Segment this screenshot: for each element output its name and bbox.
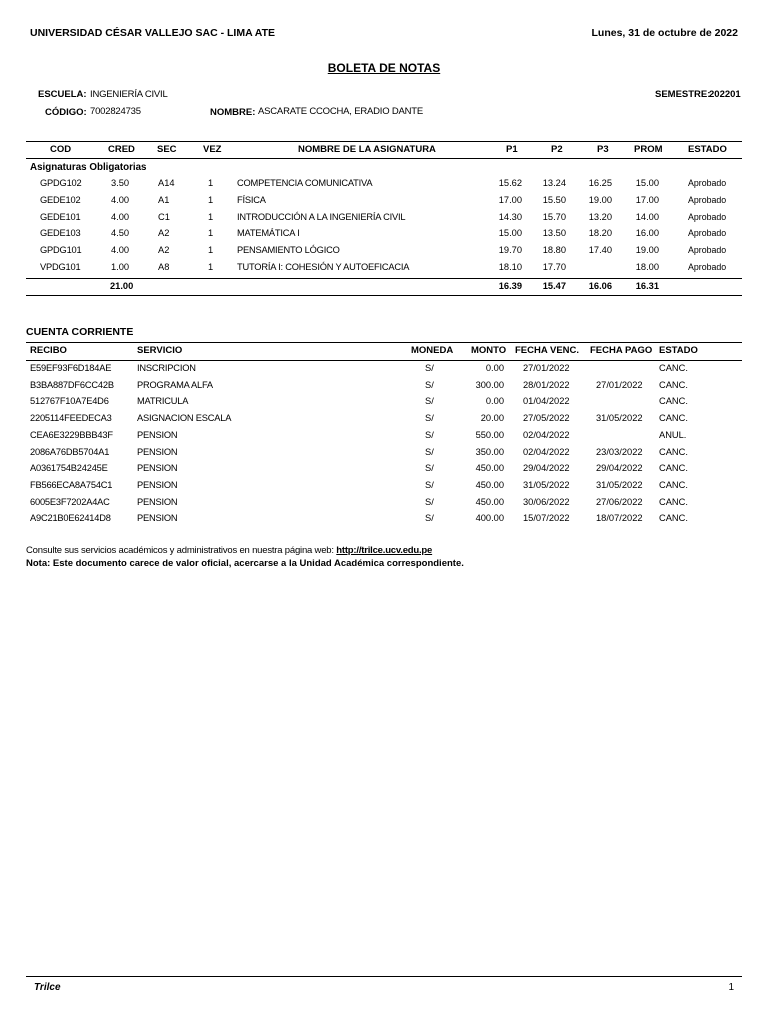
cell-monto: 0.00 bbox=[485, 396, 504, 407]
cell-cred: 4.00 bbox=[111, 211, 130, 222]
cell-p2: 15.50 bbox=[542, 194, 566, 205]
grades-header-rule bbox=[26, 158, 742, 159]
total-prom: 16.31 bbox=[635, 281, 659, 291]
cell-servicio: PENSION bbox=[137, 496, 178, 507]
cell-fecha-venc: 29/04/2022 bbox=[523, 463, 570, 474]
col-servicio: SERVICIO bbox=[137, 345, 183, 356]
cell-servicio: PENSION bbox=[137, 463, 178, 474]
cell-p1: 15.00 bbox=[498, 228, 522, 239]
cell-monto: 550.00 bbox=[475, 429, 504, 440]
semestre-label: SEMESTRE: bbox=[655, 89, 711, 100]
cell-sec: A2 bbox=[158, 245, 170, 256]
list-item bbox=[0, 477, 768, 494]
codigo-label: CÓDIGO: bbox=[45, 107, 87, 118]
account-header-row bbox=[0, 342, 768, 359]
cell-fecha-venc: 31/05/2022 bbox=[523, 479, 570, 490]
cell-cod: GEDE101 bbox=[40, 211, 81, 222]
list-item bbox=[0, 360, 768, 377]
page-number: 1 bbox=[728, 982, 734, 993]
cell-sec: C1 bbox=[158, 211, 170, 222]
cell-cod: GEDE102 bbox=[40, 194, 81, 205]
cell-estado: CANC. bbox=[659, 479, 688, 490]
cell-fecha-pago: 27/01/2022 bbox=[596, 379, 643, 390]
cell-p3: 19.00 bbox=[588, 194, 612, 205]
consult-note bbox=[26, 545, 432, 556]
cell-moneda: S/ bbox=[425, 396, 434, 407]
cell-fecha-pago: 23/03/2022 bbox=[596, 446, 643, 457]
cell-fecha-pago: 31/05/2022 bbox=[596, 479, 643, 490]
cell-asignatura: TUTORÍA I: COHESIÓN Y AUTOEFICACIA bbox=[237, 262, 410, 272]
cell-cred: 4.50 bbox=[111, 228, 130, 239]
list-item bbox=[0, 444, 768, 461]
cell-servicio: ASIGNACION ESCALA bbox=[137, 413, 232, 424]
col-prom: PROM bbox=[634, 144, 663, 155]
cell-prom: 18.00 bbox=[635, 262, 659, 272]
cell-prom: 15.00 bbox=[635, 178, 659, 188]
cell-fecha-venc: 30/06/2022 bbox=[523, 496, 570, 507]
cell-recibo: E59EF93F6D184AE bbox=[30, 363, 112, 373]
cell-p2: 15.70 bbox=[542, 211, 566, 222]
cell-recibo: B3BA887DF6CC42B bbox=[30, 379, 114, 390]
list-item bbox=[0, 410, 768, 427]
cell-moneda: S/ bbox=[425, 413, 434, 424]
table-row bbox=[0, 259, 768, 276]
cell-p1: 17.00 bbox=[498, 194, 522, 205]
col-p2: P2 bbox=[551, 144, 563, 155]
cell-cod: GPDG101 bbox=[40, 245, 82, 256]
list-item bbox=[0, 510, 768, 527]
cell-estado: CANC. bbox=[659, 363, 688, 373]
col-sec: SEC bbox=[157, 144, 177, 155]
table-row bbox=[0, 209, 768, 226]
cell-fecha-pago: 27/06/2022 bbox=[596, 496, 643, 507]
cell-monto: 450.00 bbox=[475, 496, 504, 507]
cell-p2: 13.50 bbox=[542, 228, 566, 239]
nombre-value: ASCARATE CCOCHA, ERADIO DANTE bbox=[258, 106, 424, 117]
footer-brand: Trilce bbox=[34, 982, 61, 993]
cell-recibo: 512767F10A7E4D6 bbox=[30, 396, 109, 407]
cell-servicio: PENSION bbox=[137, 446, 178, 457]
cell-fecha-venc: 27/05/2022 bbox=[523, 413, 570, 424]
cell-recibo: A0361754B24245E bbox=[30, 463, 108, 474]
consult-text: Consulte sus servicios académicos y administrativos en nuestra página web: bbox=[26, 545, 337, 556]
cell-cod: GPDG102 bbox=[40, 178, 82, 188]
cell-asignatura: INTRODUCCIÓN A LA INGENIERÍA CIVIL bbox=[237, 211, 406, 222]
list-item bbox=[0, 377, 768, 394]
cell-fecha-venc: 02/04/2022 bbox=[523, 429, 570, 440]
cell-estado: Aprobado bbox=[688, 245, 727, 256]
cell-recibo: A9C21B0E62414D8 bbox=[30, 513, 111, 524]
cell-moneda: S/ bbox=[425, 496, 434, 507]
cell-p1: 15.62 bbox=[498, 178, 522, 188]
cell-p3: 17.40 bbox=[588, 245, 612, 256]
cell-p2: 13.24 bbox=[542, 178, 566, 188]
cell-recibo: FB566ECA8A754C1 bbox=[30, 479, 113, 490]
report-date: Lunes, 31 de octubre de 2022 bbox=[591, 27, 738, 39]
cell-estado: CANC. bbox=[659, 496, 688, 507]
cell-estado: Aprobado bbox=[688, 228, 727, 239]
cell-recibo: 2205114FEEDECA3 bbox=[30, 413, 112, 424]
cell-p2: 18.80 bbox=[542, 245, 566, 256]
cell-moneda: S/ bbox=[425, 446, 434, 457]
cell-prom: 14.00 bbox=[635, 211, 659, 222]
col-p3: P3 bbox=[597, 144, 609, 155]
cell-estado: Aprobado bbox=[688, 194, 727, 205]
cell-vez: 1 bbox=[208, 194, 214, 205]
cell-moneda: S/ bbox=[425, 379, 434, 390]
cell-estado: CANC. bbox=[659, 463, 688, 474]
cell-asignatura: FÍSICA bbox=[237, 194, 266, 205]
cell-cod: VPDG101 bbox=[40, 262, 81, 272]
cell-prom: 16.00 bbox=[635, 228, 659, 239]
col-estado: ESTADO bbox=[688, 144, 727, 155]
list-item bbox=[0, 427, 768, 444]
cell-monto: 450.00 bbox=[475, 463, 504, 474]
grades-bottom-rule bbox=[26, 295, 742, 296]
cell-servicio: INSCRIPCION bbox=[137, 363, 196, 373]
cell-p3: 13.20 bbox=[588, 211, 612, 222]
institution-name: UNIVERSIDAD CÉSAR VALLEJO SAC - LIMA ATE bbox=[30, 27, 276, 39]
account-title: CUENTA CORRIENTE bbox=[26, 326, 134, 338]
list-item bbox=[0, 393, 768, 410]
cell-monto: 350.00 bbox=[475, 446, 504, 457]
trilce-link[interactable]: http://trilce.ucv.edu.pe bbox=[336, 545, 433, 556]
cell-fecha-venc: 01/04/2022 bbox=[523, 396, 570, 407]
grades-header-row bbox=[0, 141, 768, 158]
cell-cred: 4.00 bbox=[111, 245, 130, 256]
col-vez: VEZ bbox=[203, 144, 222, 155]
cell-estado: Aprobado bbox=[688, 178, 727, 188]
cell-estado: CANC. bbox=[659, 413, 688, 424]
col-fecha-venc: FECHA VENC. bbox=[515, 345, 580, 356]
col-recibo: RECIBO bbox=[30, 345, 67, 356]
cell-estado: Aprobado bbox=[688, 211, 727, 222]
cell-vez: 1 bbox=[208, 228, 214, 239]
cell-recibo: CEA6E3229BBB43F bbox=[30, 429, 113, 440]
cell-sec: A1 bbox=[158, 194, 170, 205]
cell-fecha-venc: 27/01/2022 bbox=[523, 363, 570, 373]
cell-estado: CANC. bbox=[659, 446, 688, 457]
cell-moneda: S/ bbox=[425, 429, 434, 440]
cell-monto: 400.00 bbox=[475, 513, 504, 524]
cell-vez: 1 bbox=[208, 178, 214, 188]
cell-recibo: 6005E3F7202A4AC bbox=[30, 496, 110, 507]
cell-estado: ANUL. bbox=[659, 429, 687, 440]
total-cred: 21.00 bbox=[110, 281, 134, 291]
cell-estado: CANC. bbox=[659, 396, 688, 407]
list-item bbox=[0, 494, 768, 511]
cell-asignatura: PENSAMIENTO LÓGICO bbox=[237, 245, 340, 256]
cell-monto: 300.00 bbox=[475, 379, 504, 390]
col-fecha-pago: FECHA PAGO bbox=[590, 345, 653, 356]
cell-moneda: S/ bbox=[425, 479, 434, 490]
cell-p1: 18.10 bbox=[498, 262, 522, 272]
escuela-label: ESCUELA: bbox=[38, 89, 87, 100]
cell-servicio: PROGRAMA ALFA bbox=[137, 379, 213, 390]
cell-cod: GEDE103 bbox=[40, 228, 81, 239]
cell-servicio: PENSION bbox=[137, 479, 178, 490]
nombre-label: NOMBRE: bbox=[210, 107, 256, 118]
col-estado-cuenta: ESTADO bbox=[659, 345, 698, 356]
cell-fecha-venc: 15/07/2022 bbox=[523, 513, 570, 524]
cell-vez: 1 bbox=[208, 245, 214, 256]
disclaimer-note: Nota: Este documento carece de valor oficial, acercarse a la Unidad Académica correspondiente. bbox=[26, 558, 464, 569]
codigo-value: 7002824735 bbox=[90, 106, 141, 117]
table-row bbox=[0, 225, 768, 242]
cell-asignatura: MATEMÁTICA I bbox=[237, 228, 300, 239]
cell-cred: 4.00 bbox=[111, 194, 130, 205]
cell-p1: 14.30 bbox=[498, 211, 522, 222]
group-label: Asignaturas Obligatorias bbox=[30, 162, 147, 173]
cell-asignatura: COMPETENCIA COMUNICATIVA bbox=[237, 178, 373, 188]
cell-p2: 17.70 bbox=[542, 262, 566, 272]
cell-prom: 19.00 bbox=[635, 245, 659, 256]
cell-fecha-pago: 29/04/2022 bbox=[596, 463, 643, 474]
cell-fecha-venc: 02/04/2022 bbox=[523, 446, 570, 457]
cell-servicio: MATRICULA bbox=[137, 396, 189, 407]
cell-fecha-pago: 31/05/2022 bbox=[596, 413, 643, 424]
cell-monto: 0.00 bbox=[485, 363, 504, 373]
col-moneda: MONEDA bbox=[411, 345, 454, 356]
table-row bbox=[0, 192, 768, 209]
grades-totals-row bbox=[0, 278, 768, 295]
cell-cred: 1.00 bbox=[111, 262, 130, 272]
total-p1: 16.39 bbox=[498, 281, 522, 291]
cell-estado: Aprobado bbox=[688, 262, 727, 272]
footer-rule bbox=[26, 976, 742, 977]
cell-moneda: S/ bbox=[425, 363, 434, 373]
cell-servicio: PENSION bbox=[137, 429, 178, 440]
cell-servicio: PENSION bbox=[137, 513, 178, 524]
cell-fecha-pago: 18/07/2022 bbox=[596, 513, 643, 524]
cell-sec: A2 bbox=[158, 228, 170, 239]
table-row bbox=[0, 242, 768, 259]
semestre-value: 202201 bbox=[709, 89, 741, 100]
cell-monto: 20.00 bbox=[480, 413, 504, 424]
list-item bbox=[0, 460, 768, 477]
total-p3: 16.06 bbox=[588, 281, 612, 291]
cell-prom: 17.00 bbox=[635, 194, 659, 205]
total-p2: 15.47 bbox=[542, 281, 566, 291]
cell-p3: 18.20 bbox=[588, 228, 612, 239]
cell-vez: 1 bbox=[208, 211, 214, 222]
cell-estado: CANC. bbox=[659, 513, 688, 524]
cell-estado: CANC. bbox=[659, 379, 688, 390]
col-asignatura: NOMBRE DE LA ASIGNATURA bbox=[298, 144, 436, 155]
cell-p1: 19.70 bbox=[498, 245, 522, 256]
cell-sec: A8 bbox=[158, 262, 170, 272]
col-cred: CRED bbox=[108, 144, 135, 155]
cell-p3: 16.25 bbox=[588, 178, 612, 188]
cell-moneda: S/ bbox=[425, 513, 434, 524]
document-title: BOLETA DE NOTAS bbox=[327, 61, 441, 75]
col-monto: MONTO bbox=[471, 345, 507, 356]
cell-vez: 1 bbox=[208, 262, 214, 272]
cell-fecha-venc: 28/01/2022 bbox=[523, 379, 570, 390]
table-row bbox=[0, 175, 768, 192]
cell-cred: 3.50 bbox=[111, 178, 130, 188]
cell-monto: 450.00 bbox=[475, 479, 504, 490]
escuela-value: INGENIERÍA CIVIL bbox=[90, 89, 168, 100]
cell-moneda: S/ bbox=[425, 463, 434, 474]
col-p1: P1 bbox=[506, 144, 518, 155]
cell-recibo: 2086A76DB5704A1 bbox=[30, 446, 110, 457]
cell-sec: A14 bbox=[158, 178, 175, 188]
col-cod: COD bbox=[50, 144, 72, 155]
